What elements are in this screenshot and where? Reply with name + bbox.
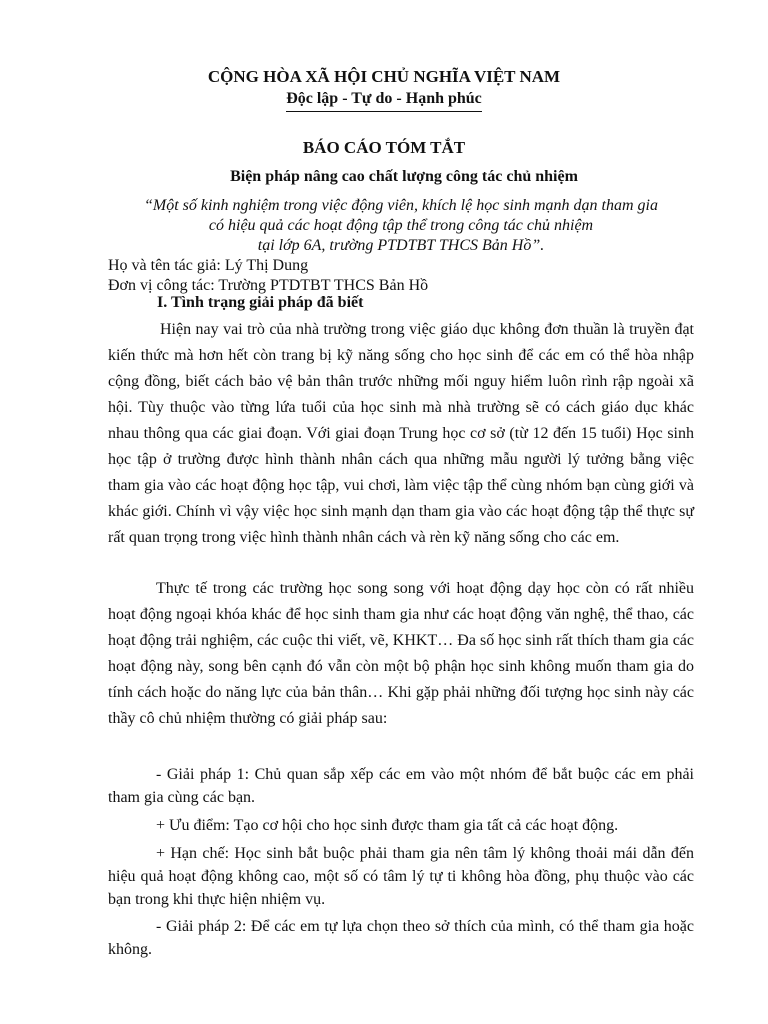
quote-line-1: “Một số kinh nghiệm trong việc động viên, khích lệ học sinh mạnh dạn tham gia <box>144 197 658 214</box>
paragraph-1: Hiện nay vai trò của nhà trường trong việc giáo dục không đơn thuần là truyền đạt kiến thức mà hơn hết còn trang bị kỹ năng sống cho học sinh để các em có thể hòa nhập cộng đồng, biết cách bảo vệ bản thân trước những mối nguy hiểm luôn rình rập ngoài xã hội. Tùy thuộc vào từng lứa tuổi của học sinh mà nhà trường sẽ có cách giáo dục khác nhau thông qua các giai đoạn. Với giai đoạn Trung học cơ sở (từ 12 đến 15 tuổi) Học sinh học tập ở trường được hình thành nhân cách qua những mẫu người lý tưởng bằng việc tham gia vào các hoạt động học tập, vui chơi, làm việc tập thể cùng nhóm bạn cùng giới và khác giới. Chính vì vậy việc học sinh mạnh dạn tham gia vào các hoạt động tập thể thực sự rất quan trọng trong việc hình thành nhân cách và rèn kỹ năng sống cho các em. <box>108 321 694 546</box>
initiative-title-quote <box>108 196 694 256</box>
quote-line-2: có hiệu quả các hoạt động tập thể trong công tác chủ nhiệm <box>208 217 594 234</box>
national-motto <box>0 90 768 112</box>
paragraph-2: Thực tế trong các trường học song song với hoạt động dạy học còn có rất nhiều hoạt động ngoại khóa khác để học sinh tham gia như các hoạt động văn nghệ, thể thao, các hoạt động trải nghiệm, các cuộc thi viết, vẽ, KHKT… Đa số học sinh rất thích tham gia các hoạt động này, song bên cạnh đó vẫn còn một bộ phận học sinh không muốn tham gia do tính cách hoặc do năng lực của bản thân… Khi gặp phải những đối tượng học sinh này các thầy cô chủ nhiệm thường có giải pháp sau: <box>108 580 694 727</box>
unit-line: Đơn vị công tác: Trường PTDTBT THCS Bản Hồ <box>108 277 429 294</box>
report-title: BÁO CÁO TÓM TẮT <box>302 138 466 157</box>
section-heading: I. Tình trạng giải pháp đã biết <box>157 294 364 311</box>
motto-text: Độc lập - Tự do - Hạnh phúc <box>286 90 482 112</box>
author-line: Họ và tên tác giả: Lý Thị Dung <box>108 257 309 274</box>
paragraph-solution-2: - Giải pháp 2: Để các em tự lựa chọn theo sở thích của mình, có thể tham gia hoặc không. <box>108 918 694 958</box>
paragraph-advantage: + Ưu điểm: Tạo cơ hội cho học sinh được tham gia tất cả các hoạt động. <box>156 817 619 834</box>
paragraph-limitation: + Hạn chế: Học sinh bắt buộc phải tham gia nên tâm lý không thoải mái dẫn đến hiệu quả hoạt động không cao, một số có tâm lý tự ti không hòa đồng, phụ thuộc vào các bạn trong khi thực hiện nhiệm vụ. <box>108 845 694 908</box>
paragraph-solution-1: - Giải pháp 1: Chủ quan sắp xếp các em vào một nhóm để bắt buộc các em phải tham gia cùng các bạn. <box>108 766 694 806</box>
quote-line-3: tại lớp 6A, trường PTDTBT THCS Bản Hồ”. <box>257 237 545 254</box>
national-title: CỘNG HÒA XÃ HỘI CHỦ NGHĨA VIỆT NAM <box>207 67 561 86</box>
report-subtitle: Biện pháp nâng cao chất lượng công tác chủ nhiệm <box>230 168 578 185</box>
